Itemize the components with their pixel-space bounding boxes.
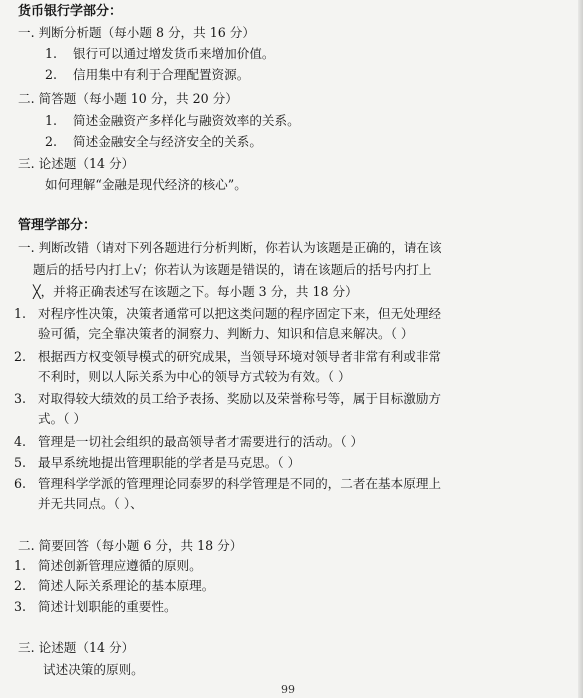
item-number: 6. <box>14 476 27 491</box>
item-text: 简述金融资产多样化与融资效率的关系。 <box>73 113 300 128</box>
judge-item-1-line2: 验可循，完全靠决策者的洞察力、判断力、知识和信息来解决。（ ） <box>38 326 414 341</box>
management-part1-heading-line1: 一. 判断改错（请对下列各题进行分析判断，你若认为该题是正确的，请在该 <box>18 240 442 255</box>
item-text: 简述金融安全与经济安全的关系。 <box>73 134 262 149</box>
banking-part3-heading: 三. 论述题（14 分） <box>18 156 135 171</box>
item-number: 4. <box>14 434 27 449</box>
judge-item-1-line1 <box>14 306 441 322</box>
judge-item-6-line1 <box>14 476 441 492</box>
judge-item-2-line1 <box>14 349 441 365</box>
item-text: 简述人际关系理论的基本原理。 <box>38 578 215 593</box>
banking-short-item-1 <box>45 113 300 129</box>
management-part1-heading-line2: 题后的括号内打上√；你若认为该题是错误的，请在该题后的括号内打上 <box>33 262 432 277</box>
management-essay-question: 试述决策的原则。 <box>43 662 144 677</box>
management-section-title: 管理学部分： <box>18 218 97 233</box>
management-part1-heading-line3: ╳，并将正确表述写在该题之下。每小题 3 分，共 18 分） <box>33 284 358 299</box>
item-text: 根据西方权变领导模式的研究成果，当领导环境对领导者非常有利或非常 <box>38 349 441 364</box>
item-number: 1. <box>14 306 27 321</box>
item-number: 2. <box>14 578 27 593</box>
item-text: 对程序性决策，决策者通常可以把这类问题的程序固定下来，但无处理经 <box>38 306 441 321</box>
page-number: 99 <box>281 683 295 696</box>
item-number: 2. <box>45 67 58 82</box>
banking-judge-item-2 <box>45 67 249 83</box>
judge-item-6-line2: 并无共同点。（ ）、 <box>38 496 143 511</box>
banking-section-title: 货币银行学部分： <box>18 4 123 19</box>
management-part3-heading: 三. 论述题（14 分） <box>18 640 135 655</box>
item-text: 对取得较大绩效的员工给予表扬、奖励以及荣誉称号等，属于目标激励方 <box>38 391 441 406</box>
item-number: 5. <box>14 455 27 470</box>
judge-item-5 <box>14 455 300 471</box>
short-item-3 <box>14 599 177 615</box>
item-number: 1. <box>14 558 27 573</box>
banking-part1-heading: 一. 判断分析题（每小题 8 分，共 16 分） <box>18 25 255 40</box>
item-text: 管理是一切社会组织的最高领导者才需要进行的活动。（ ） <box>38 434 364 449</box>
short-item-2 <box>14 578 214 594</box>
item-number: 3. <box>14 391 27 406</box>
item-number: 1. <box>45 113 58 128</box>
item-number: 2. <box>45 134 58 149</box>
item-number: 1. <box>45 46 58 61</box>
judge-item-3-line2: 式。（ ） <box>38 411 87 426</box>
scan-edge-shadow <box>578 0 583 698</box>
judge-item-3-line1 <box>14 391 441 407</box>
item-text: 银行可以通过增发货币来增加价值。 <box>73 46 275 61</box>
item-number: 2. <box>14 349 27 364</box>
short-item-1 <box>14 558 202 574</box>
judge-item-4 <box>14 434 363 450</box>
judge-item-2-line2: 不利时，则以人际关系为中心的领导方式较为有效。（ ） <box>38 369 351 384</box>
banking-essay-question: 如何理解“金融是现代经济的核心”。 <box>45 177 247 192</box>
item-number: 3. <box>14 599 27 614</box>
item-text: 简述计划职能的重要性。 <box>38 599 177 614</box>
item-text: 管理科学学派的管理理论同泰罗的科学管理是不同的，二者在基本原理上 <box>38 476 441 491</box>
item-text: 最早系统地提出管理职能的学者是马克思。（ ） <box>38 455 301 470</box>
item-text: 简述创新管理应遵循的原则。 <box>38 558 202 573</box>
item-text: 信用集中有利于合理配置资源。 <box>73 67 250 82</box>
banking-part2-heading: 二. 简答题（每小题 10 分，共 20 分） <box>18 91 238 106</box>
banking-short-item-2 <box>45 134 262 150</box>
banking-judge-item-1 <box>45 46 275 62</box>
management-part2-heading: 二. 简要回答（每小题 6 分，共 18 分） <box>18 538 243 553</box>
